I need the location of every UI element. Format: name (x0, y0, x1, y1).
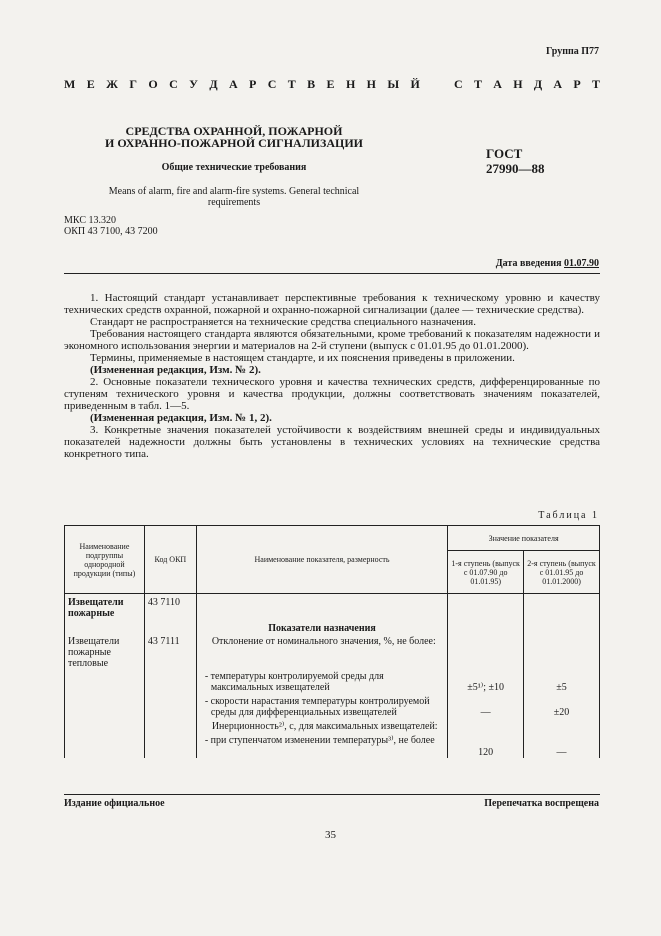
english-title-line-2: requirements (207, 197, 261, 208)
document-body (64, 292, 600, 460)
official-edition: Издание официальное (64, 798, 165, 809)
banner-letter: А (228, 77, 238, 91)
paragraph: Требования настоящего стандарта являются обязательными, кроме требований к показателям надежности и экономного использования энергии и материалов на 2-й ступени (выпуск с 01.01.95 до 01.01.2000). (64, 328, 600, 352)
banner-letter: С (267, 77, 277, 91)
table-row: - температуры контролируемой среды для максимальных извещателей (196, 669, 447, 693)
banner-letter: О (148, 77, 158, 91)
mks-code: МКС 13.320 (64, 215, 116, 226)
banner-letter: С (454, 77, 463, 91)
banner-letter: С (169, 77, 178, 91)
banner-letter: Ж (106, 77, 118, 91)
banner-letter: Й (410, 77, 420, 91)
banner-letter: Ы (387, 77, 400, 91)
banner-letter: Т (473, 77, 482, 91)
reprint-prohibited: Перепечатка воспрещена (484, 798, 599, 809)
value-stage-2: ±5 (524, 669, 600, 693)
table-row: Инерционность²⁾, с, для максимальных извещателей: (196, 718, 447, 732)
product-group-fire-detectors: Извещатели пожарные (65, 594, 145, 620)
introduction-date (496, 258, 599, 269)
page-number: 35 (325, 829, 336, 841)
table-row: - при ступенчатом изменении температуры³⁾, не более (196, 732, 447, 758)
paragraph: Термины, применяемые в настоящем стандарте, и их пояснения приведены в приложении. (90, 352, 515, 364)
value-stage-2: — (524, 732, 600, 758)
value-stage-1: ±5¹⁾; ±10 (448, 669, 524, 693)
table-row: Отклонение от номинального значения, %, не более: (196, 634, 447, 669)
banner-letter: Т (287, 77, 296, 91)
okp-code-cell: 43 7110 (144, 594, 196, 620)
okp-code-cell: 43 7111 (144, 634, 196, 669)
header-okp-code: Код ОКП (144, 526, 196, 594)
document-subtitle: Общие технические требования (161, 162, 307, 173)
banner-letter: Н (345, 77, 356, 91)
gost-number: 27990—88 (486, 161, 545, 176)
banner-letter: Р (573, 77, 581, 91)
banner-letter: Н (513, 77, 523, 91)
banner-letter: Т (591, 77, 600, 91)
paragraph: 3. Конкретные значения показателей устойчивости к воздействиям внешней среды и индивидуальных показателей надежности должны быть установлены в технических условиях на технические средства конкретного типа. (64, 424, 600, 460)
title-line-1: СРЕДСТВА ОХРАННОЙ, ПОЖАРНОЙ (125, 124, 343, 138)
value-stage-1: — (448, 693, 524, 718)
banner-letter: Е (86, 77, 95, 91)
paragraph: 2. Основные показатели технического уровня и качества технических средств, дифференцированные по ступеням технического уровня и качества продукции, должны соответствовать значениям показателей, приведенным в табл. 1—5. (64, 376, 600, 412)
paragraph: 1. Настоящий стандарт устанавливает перспективные требования к техническому уровню и качеству технических средств охранной, пожарной и охранно-пожарной сигнализации (далее — технические средства). (64, 292, 600, 316)
footer-rule (64, 794, 600, 795)
banner-letter: Д (209, 77, 218, 91)
banner-word-standard (454, 77, 600, 92)
banner-letter: У (189, 77, 198, 91)
header-stage-2: 2-я ступень (выпуск с 01.01.95 до 01.01.2000) (524, 551, 600, 594)
standard-banner (64, 77, 600, 92)
document-title (84, 125, 384, 149)
header-indicator-value: Значение показателя (448, 526, 600, 551)
date-value: 01.07.90 (564, 258, 599, 269)
gost-designation (486, 146, 545, 176)
banner-letter: В (307, 77, 316, 91)
english-title (84, 186, 384, 208)
classification-codes (64, 215, 158, 237)
banner-letter: Н (366, 77, 376, 91)
header-indicator-name: Наименование показателя, размерность (196, 526, 447, 594)
table-row: - скорости нарастания температуры контролируемой среды для дифференциальных извещателей (196, 693, 447, 718)
header-product-group: Наименование подгруппы однородной продукции (типы) (65, 526, 145, 594)
indicators-table (64, 525, 600, 758)
paragraph: Стандарт не распространяется на технические средства специального назначения. (90, 316, 476, 328)
english-title-line-1: Means of alarm, fire and alarm-fire systems. General technical (108, 186, 360, 197)
value-stage-2: ±20 (524, 693, 600, 718)
banner-letter: Е (326, 77, 335, 91)
section-title: Показатели назначения (196, 619, 447, 634)
header-stage-1: 1-я ступень (выпуск с 01.07.90 до 01.01.95) (448, 551, 524, 594)
banner-word-interstate (64, 77, 420, 92)
table-caption: Таблица 1 (538, 510, 599, 521)
gost-label: ГОСТ (486, 146, 523, 161)
banner-letter: А (493, 77, 502, 91)
banner-letter: Г (129, 77, 137, 91)
banner-letter: М (64, 77, 76, 91)
product-group-heat-detectors: Извещатели пожарные тепловые (65, 634, 145, 669)
date-label: Дата введения (495, 258, 562, 269)
banner-letter: А (553, 77, 563, 91)
amendment-note: (Измененная редакция, Изм. № 2). (90, 364, 261, 376)
okp-code: ОКП 43 7100, 43 7200 (64, 226, 158, 237)
value-stage-1: 120 (448, 732, 524, 758)
amendment-note: (Измененная редакция, Изм. № 1, 2). (90, 412, 272, 424)
title-line-2: И ОХРАННО-ПОЖАРНОЙ СИГНАЛИЗАЦИИ (105, 136, 363, 150)
banner-letter: Д (533, 77, 543, 91)
group-code: Группа П77 (546, 46, 599, 57)
banner-letter: Р (249, 77, 257, 91)
header-rule (64, 273, 600, 274)
